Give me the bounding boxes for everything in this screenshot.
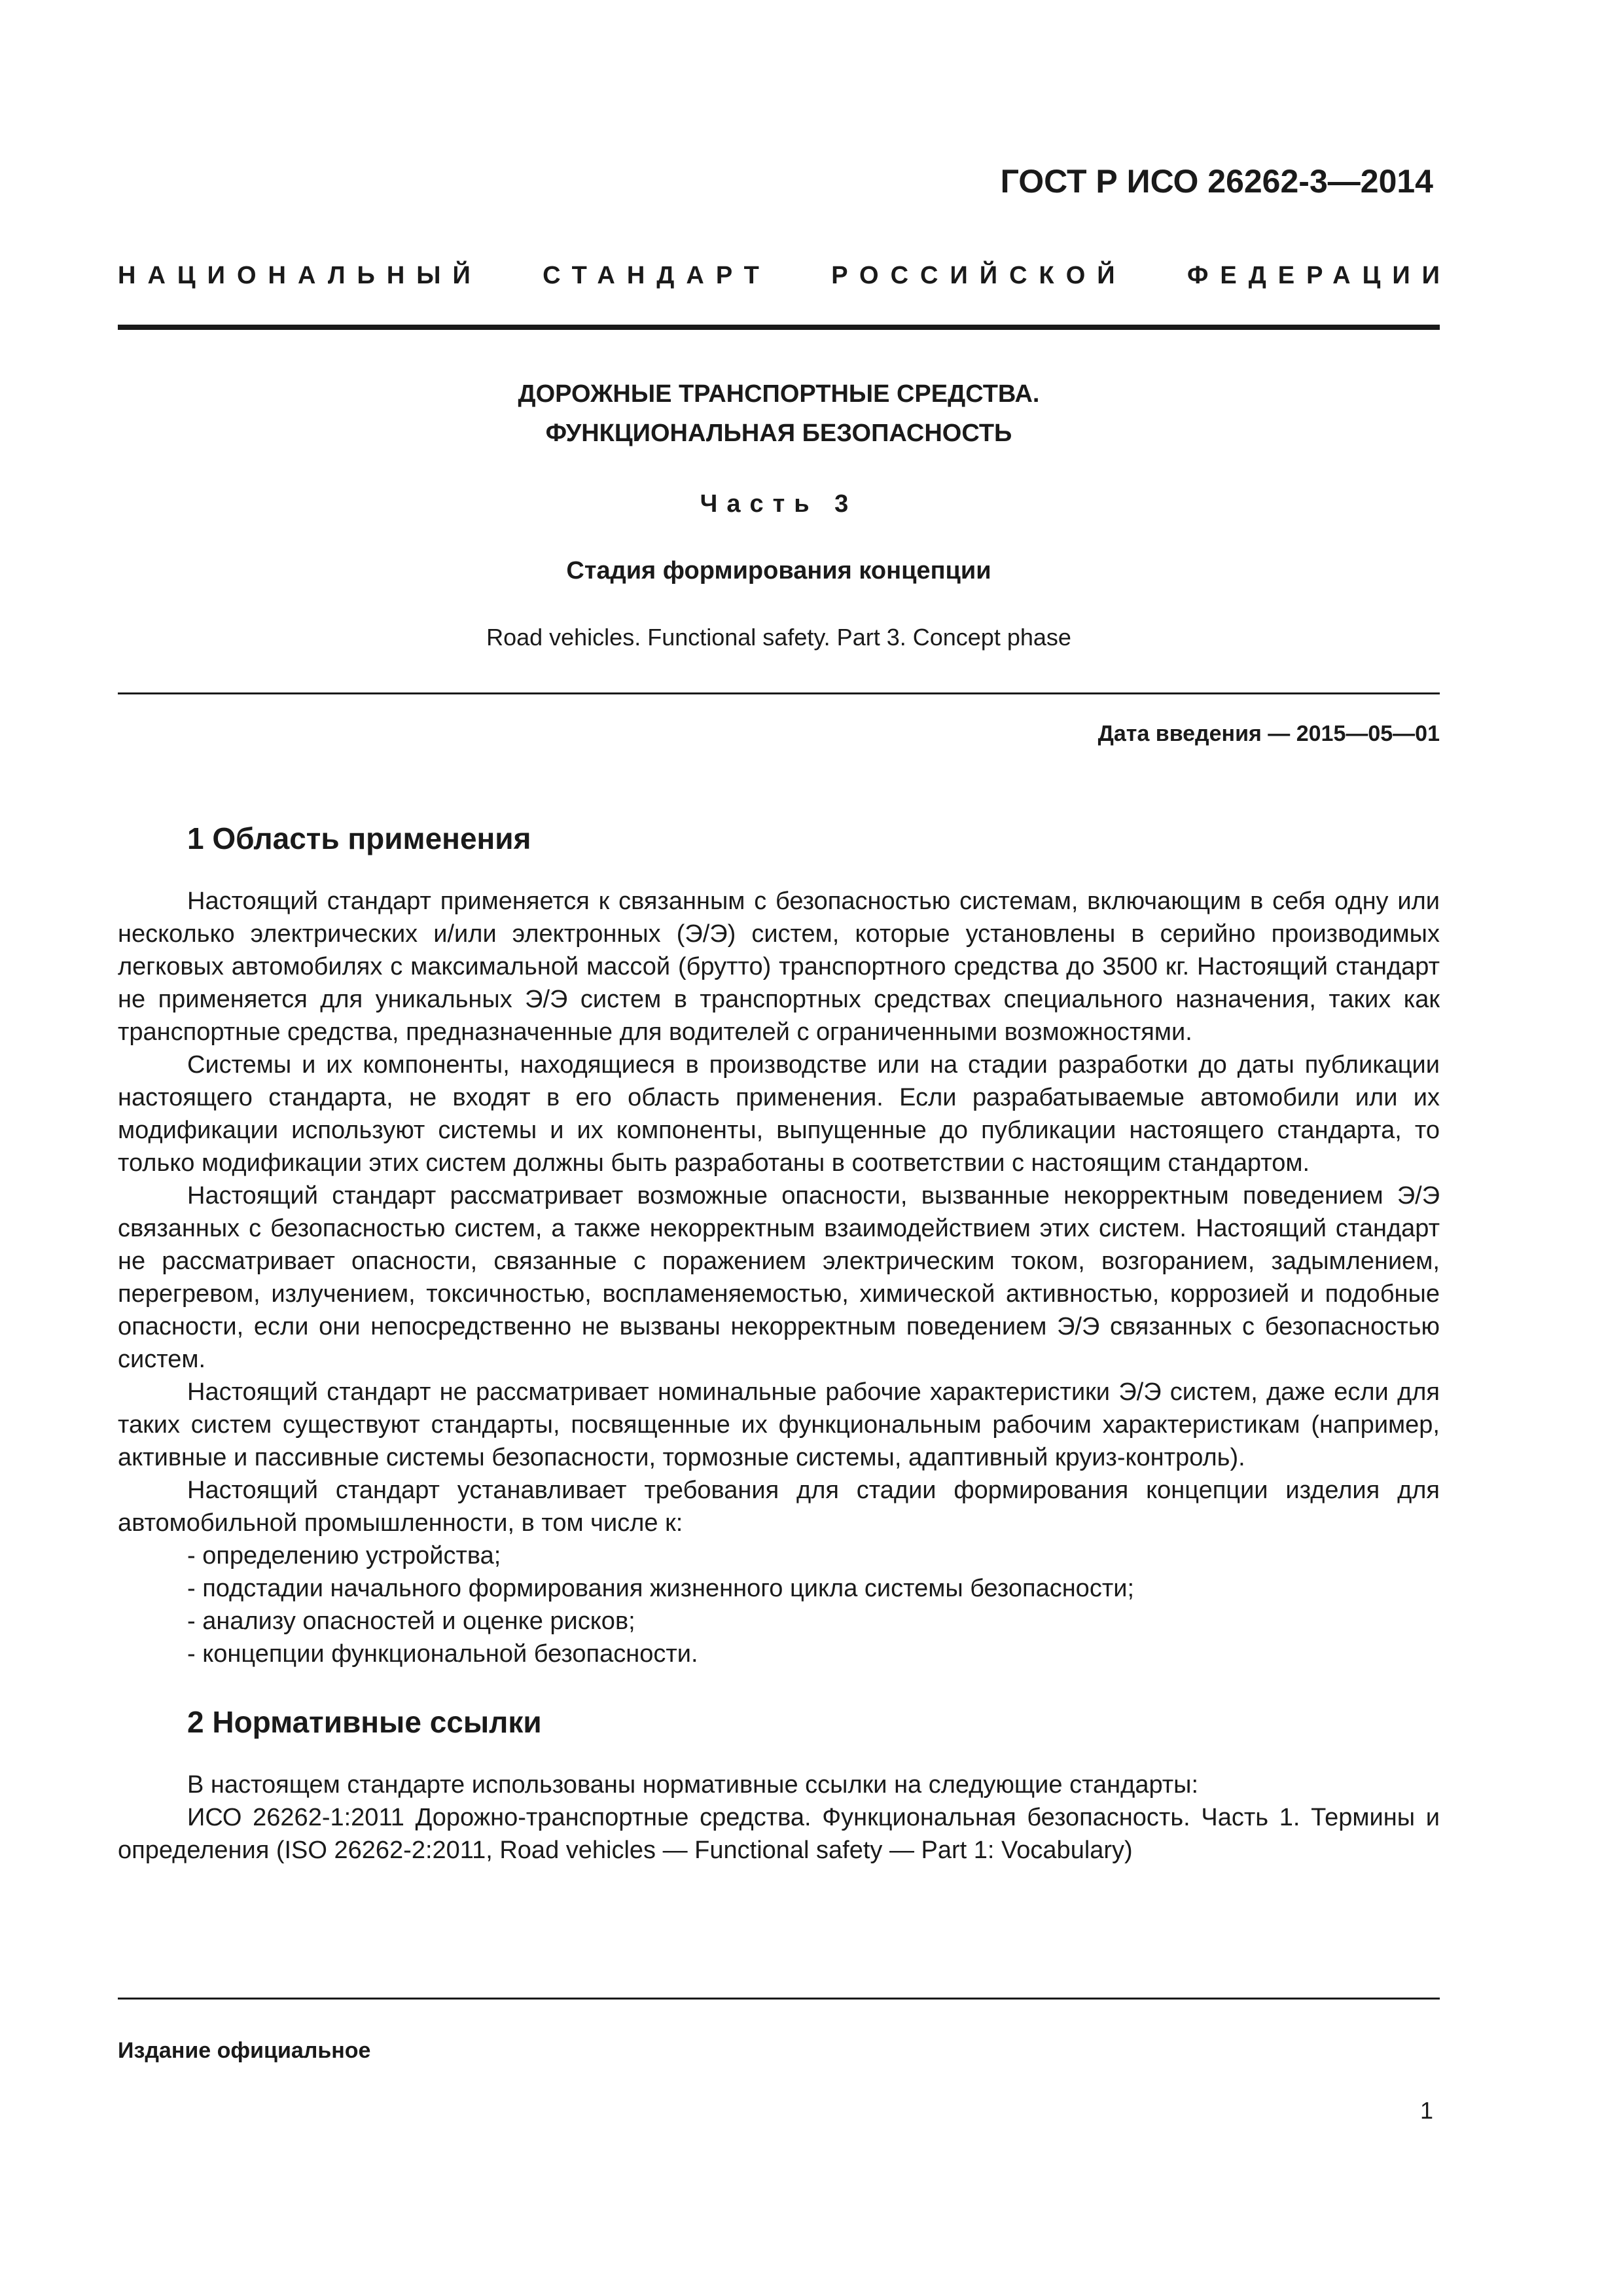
title-line-2: ФУНКЦИОНАЛЬНАЯ БЕЗОПАСНОСТЬ bbox=[545, 420, 1012, 447]
list-item: - определению устройства; bbox=[187, 1542, 501, 1570]
document-number: ГОСТ Р ИСО 26262-3—2014 bbox=[1000, 163, 1433, 200]
introduction-date: Дата введения — 2015—05—01 bbox=[1097, 721, 1440, 746]
paragraph: Системы и их компоненты, находящиеся в производстве или на стадии разработки до даты публикации настоящего стандарта, не входят в его область применения. Если разрабатываемые автомобили или их модификации используют системы и их компоненты, выпущенные до публикации настоящего стандарта, то только модификации этих систем должны быть разработаны в соответствии с настоящим стандартом. bbox=[118, 1051, 1440, 1177]
edition-label: Издание официальное bbox=[118, 2038, 371, 2063]
list-item: - подстадии начального формирования жизненного цикла системы безопасности; bbox=[187, 1575, 1135, 1602]
document-body bbox=[118, 816, 1440, 1867]
header-word: НАЦИОНАЛЬНЫЙ bbox=[118, 262, 482, 289]
paragraph: ИСО 26262-1:2011 Дорожно-транспортные средства. Функциональная безопасность. Часть 1. Термины и определения (ISO 26262-2:2011, Road vehicles — Functional safety — Part 1: Vocabulary) bbox=[118, 1804, 1440, 1864]
national-standard-header bbox=[118, 262, 1452, 290]
list-item: - концепции функциональной безопасности. bbox=[187, 1640, 698, 1668]
page-number: 1 bbox=[1419, 2097, 1433, 2124]
list-item: - анализу опасностей и оценке рисков; bbox=[187, 1607, 635, 1635]
paragraph: Настоящий стандарт применяется к связанным с безопасностью системам, включающим в себя одну или несколько электрических и/или электронных (Э/Э) систем, которые установлены в серийно производимых легковых автомобилях с максимальной массой (брутто) транспортного средства до 3500 кг. Настоящий стандарт не применяется для уникальных Э/Э систем в транспортных средствах специального назначения, таких как транспортные средства, предназначенные для водителей с ограниченными возможностями. bbox=[118, 888, 1440, 1046]
header-word: ФЕДЕРАЦИИ bbox=[1186, 262, 1452, 289]
subtitle: Стадия формирования концепции bbox=[566, 557, 991, 584]
header-divider bbox=[118, 325, 1440, 330]
title-line-1: ДОРОЖНЫЕ ТРАНСПОРТНЫЕ СРЕДСТВА. bbox=[518, 380, 1040, 408]
title-divider bbox=[118, 692, 1440, 694]
paragraph: Настоящий стандарт рассматривает возможные опасности, вызванные некорректным поведением Э/Э связанных с безопасностью систем, а также некорректным взаимодействием этих систем. Настоящий стандарт не рассматривает опасности, связанные с поражением электрическим током, возгоранием, задымлением, перегревом, излучением, токсичностью, воспламеняемостью, химической активностью, коррозией и подобные опасности, если они непосредственно не вызваны некорректным поведением Э/Э связанных с безопасностью систем. bbox=[118, 1182, 1440, 1373]
english-title: Road vehicles. Functional safety. Part 3. Concept phase bbox=[486, 624, 1071, 651]
footer-divider bbox=[118, 1998, 1440, 2000]
section-2-heading: 2 Нормативные ссылки bbox=[187, 1705, 542, 1739]
title-block bbox=[118, 374, 1440, 657]
paragraph: В настоящем стандарте использованы нормативные ссылки на следующие стандарты: bbox=[187, 1771, 1199, 1799]
header-word: СТАНДАРТ bbox=[543, 262, 771, 289]
section-1-heading: 1 Область применения bbox=[187, 821, 531, 855]
part-label: Часть 3 bbox=[700, 490, 858, 518]
paragraph: Настоящий стандарт не рассматривает номинальные рабочие характеристики Э/Э систем, даже если для таких систем существуют стандарты, посвященные их функциональным рабочим характеристикам (например, активные и пассивные системы безопасности, тормозные системы, адаптивный круиз-контроль). bbox=[118, 1378, 1440, 1471]
paragraph: Настоящий стандарт устанавливает требования для стадии формирования концепции изделия для автомобильной промышленности, в том числе к: bbox=[118, 1477, 1440, 1537]
header-word: РОССИЙСКОЙ bbox=[831, 262, 1127, 289]
